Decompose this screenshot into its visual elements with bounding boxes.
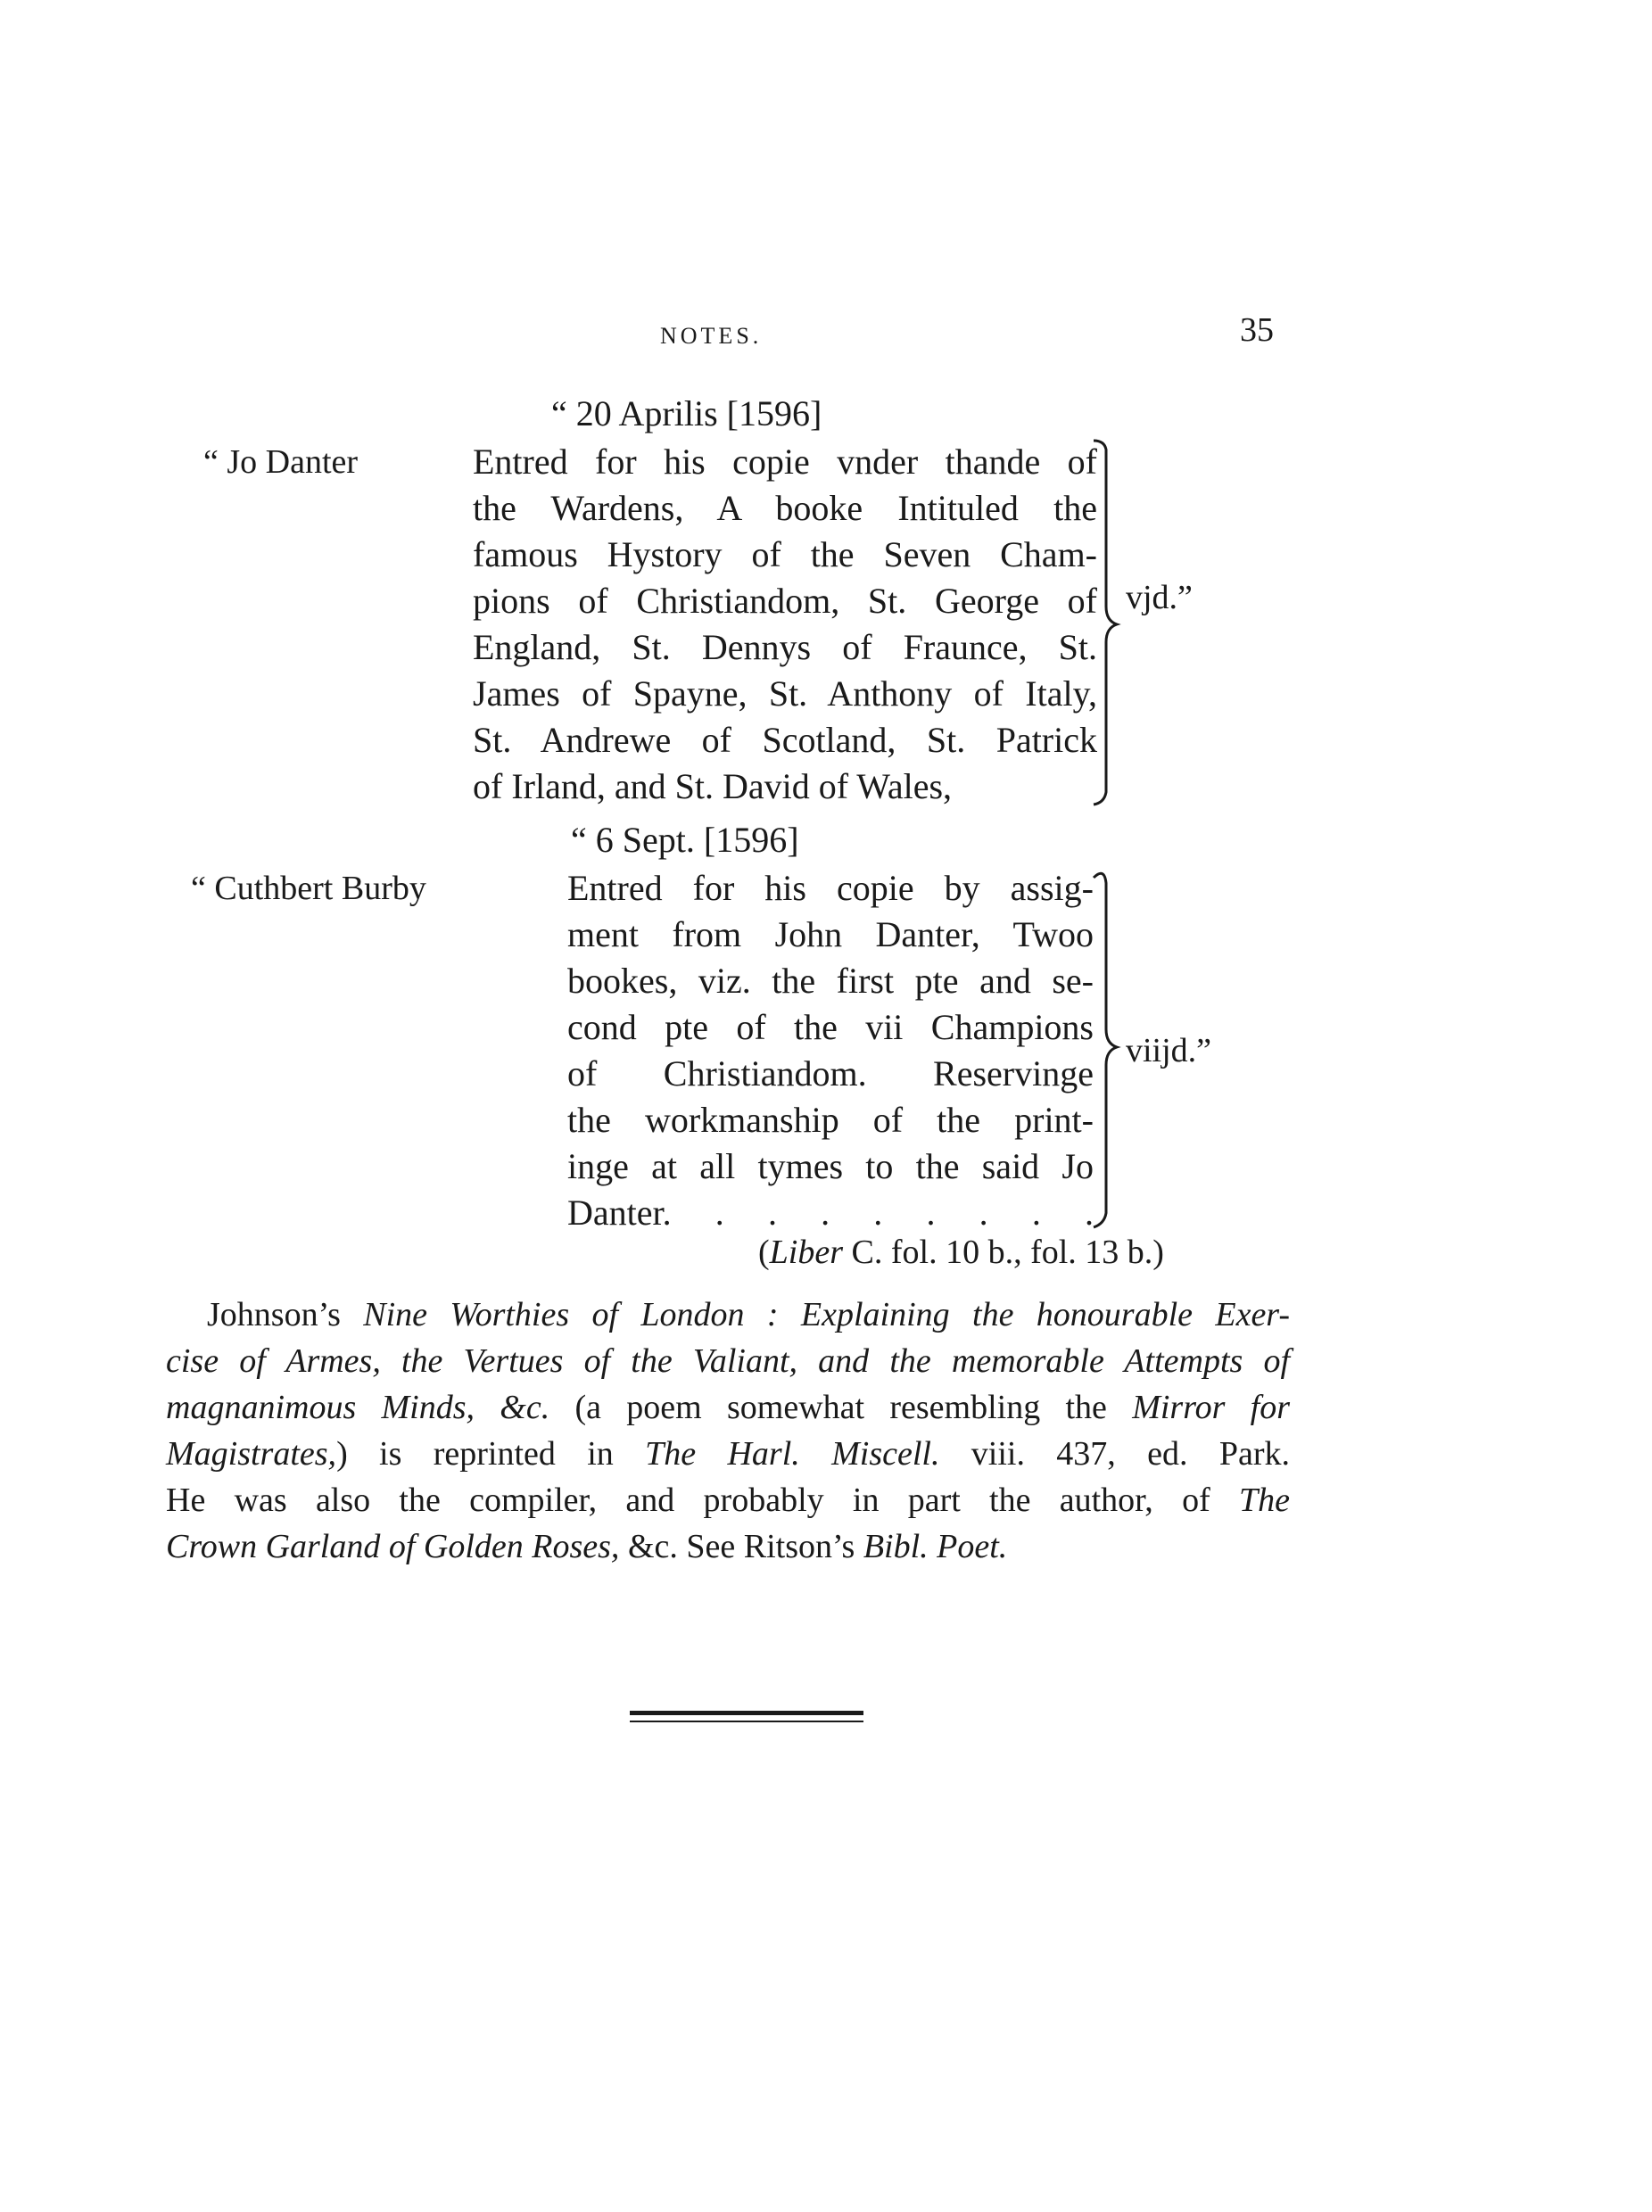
entry1-line: England, St. Dennys of Fraunce, St. xyxy=(473,627,1097,667)
body-paragraph xyxy=(166,1292,1290,1570)
entry2-line: cond pte of the vii Champions xyxy=(567,1007,1094,1047)
entry2-line: bookes, viz. the first pte and se- xyxy=(567,961,1094,1001)
paragraph-text: Johnson’s xyxy=(207,1296,364,1333)
closing-rule-thick xyxy=(630,1711,863,1715)
entry1-text xyxy=(473,439,1097,810)
paragraph-text: He was also the compiler, and probably in part the author, of xyxy=(166,1482,1239,1519)
paragraph-italic: magnanimous Minds, &c. xyxy=(166,1389,550,1426)
paragraph-line xyxy=(166,1523,1290,1570)
paragraph-line xyxy=(166,1292,1290,1338)
entry2-line: Entred for his copie by assig- xyxy=(567,868,1094,908)
citation-rest: C. fol. 10 b., fol. 13 b.) xyxy=(843,1234,1164,1271)
paragraph-italic: Bibl. Poet. xyxy=(863,1528,1008,1565)
paragraph-text: (a poem somewhat resembling the xyxy=(549,1389,1133,1426)
running-head: NOTES. xyxy=(660,323,763,349)
entry1-date: “ 20 Aprilis [1596] xyxy=(551,393,822,433)
paragraph-line xyxy=(166,1431,1290,1477)
entry2-text xyxy=(567,865,1094,1236)
entry1-line: James of Spayne, St. Anthony of Italy, xyxy=(473,673,1097,714)
entry1-brace xyxy=(1090,437,1126,812)
entry2-line: inge at all tymes to the said Jo xyxy=(567,1146,1094,1186)
page-number: 35 xyxy=(1240,311,1274,349)
entry2-line: Danter. . . . . . . . . xyxy=(567,1193,1094,1233)
entry1-name: “ Jo Danter xyxy=(203,443,359,481)
entry1-line: the Wardens, A booke Intituled the xyxy=(473,488,1097,528)
entry1-line: Entred for his copie vnder thande of xyxy=(473,442,1097,482)
paragraph-italic: The xyxy=(1239,1482,1290,1519)
entry1-fee: vjd.” xyxy=(1126,579,1193,616)
paragraph-italic: Mirror for xyxy=(1132,1389,1290,1426)
paragraph-italic: cise of Armes, the Vertues of the Valiant, and the memorable Attempts of xyxy=(166,1342,1290,1380)
entry2-line: the workmanship of the print- xyxy=(567,1100,1094,1140)
paragraph-line xyxy=(166,1384,1290,1431)
citation xyxy=(758,1233,1164,1272)
paragraph-italic: Nine Worthies of London : Explaining the honourable Exer- xyxy=(363,1296,1290,1333)
paragraph-line xyxy=(166,1477,1290,1523)
paragraph-text: ) is reprinted in xyxy=(336,1435,646,1473)
entry1-line: of Irland, and St. David of Wales, xyxy=(473,766,953,806)
entry2-date: “ 6 Sept. [1596] xyxy=(571,820,799,860)
entry2-fee: viijd.” xyxy=(1126,1032,1212,1069)
entry1-line: St. Andrewe of Scotland, St. Patrick xyxy=(473,720,1097,760)
paragraph-italic: Magistrates, xyxy=(166,1435,337,1473)
paragraph-text: viii. 437, ed. Park. xyxy=(939,1435,1290,1473)
closing-rule-thin xyxy=(630,1721,863,1722)
citation-liber: Liber xyxy=(769,1234,844,1271)
entry1-line: pions of Christiandom, St. George of xyxy=(473,581,1097,621)
paragraph-italic: Crown Garland of Golden Roses, xyxy=(166,1528,620,1565)
citation-open: ( xyxy=(758,1234,770,1271)
entry2-name: “ Cuthbert Burby xyxy=(191,870,426,907)
entry2-brace xyxy=(1090,863,1126,1238)
entry1-line: famous Hystory of the Seven Cham- xyxy=(473,534,1097,574)
entry2-line: ment from John Danter, Twoo xyxy=(567,914,1094,954)
paragraph-italic: The Harl. Miscell. xyxy=(645,1435,940,1473)
paragraph-line xyxy=(166,1338,1290,1384)
paragraph-text: &c. See Ritson’s xyxy=(619,1528,863,1565)
entry2-line: of Christiandom. Reservinge xyxy=(567,1053,1094,1094)
